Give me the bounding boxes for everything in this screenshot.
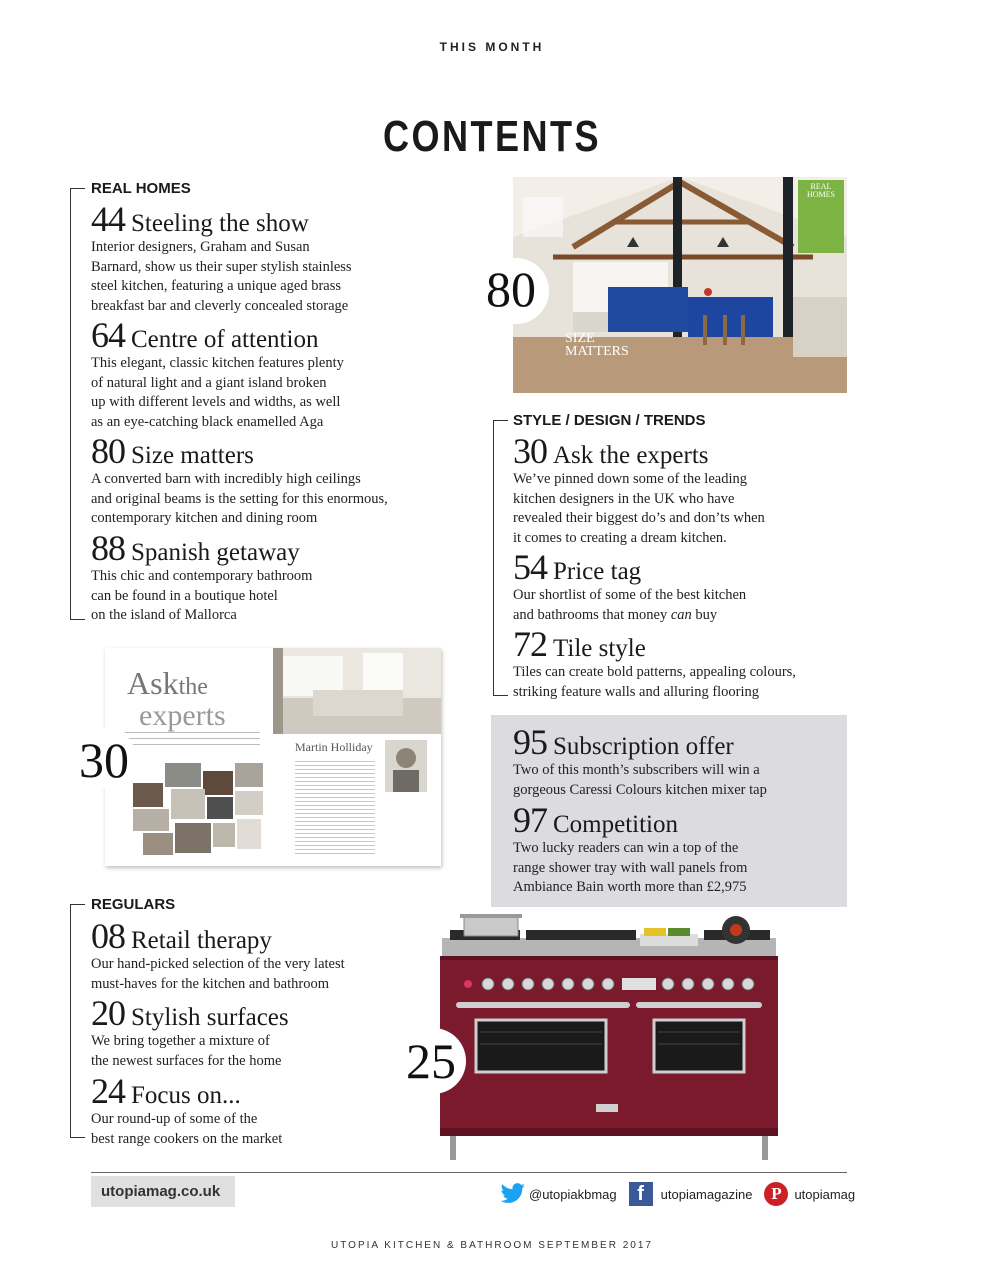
expert-portrait bbox=[385, 740, 427, 792]
entry-desc-line: kitchen designers in the UK who have bbox=[513, 490, 735, 507]
entry-title: Tile style bbox=[553, 635, 646, 662]
entry-desc-line: Two of this month’s subscribers will win a bbox=[513, 762, 760, 778]
entry-desc-line bbox=[513, 606, 843, 626]
entry-30-ask-the-experts[interactable] bbox=[513, 431, 843, 548]
overlay-title-line: MATTERS bbox=[565, 344, 629, 359]
section-heading-regulars: REGULARS bbox=[91, 896, 176, 913]
tag-line: REAL bbox=[810, 182, 832, 191]
facebook-icon[interactable]: f bbox=[629, 1182, 653, 1206]
ask-the-experts-spread-image[interactable] bbox=[105, 648, 441, 866]
facebook-handle[interactable]: utopiamagazine bbox=[660, 1186, 753, 1202]
section-bracket-style bbox=[493, 420, 508, 696]
entry-desc-line: Ambiance Bain worth more than £2,975 bbox=[513, 879, 747, 895]
entry-desc-line: This elegant, classic kitchen features plenty bbox=[91, 355, 344, 371]
entry-title: Subscription offer bbox=[553, 733, 734, 760]
website-link[interactable]: utopiamag.co.uk bbox=[91, 1176, 235, 1207]
entry-desc-line: revealed their biggest do’s and don’ts when bbox=[513, 510, 765, 526]
barn-kitchen-illustration bbox=[513, 177, 847, 393]
title-word: experts bbox=[139, 699, 226, 732]
real-homes-tag bbox=[798, 180, 844, 253]
entry-desc-line: Our round-up of some of the bbox=[91, 1111, 258, 1127]
entry-desc-line: up with different levels and widths, as well bbox=[91, 394, 341, 410]
entry-desc-line: We bring together a mixture of bbox=[91, 1033, 270, 1049]
spread-right-page bbox=[273, 648, 441, 866]
desc-text: buy bbox=[691, 606, 718, 623]
entry-20-stylish-surfaces[interactable] bbox=[91, 993, 411, 1071]
footer-divider bbox=[91, 1172, 847, 1173]
entry-97-competition[interactable] bbox=[513, 800, 843, 898]
entry-desc-line: as an eye-catching black enamelled Aga bbox=[91, 413, 324, 430]
entry-64-centre-of-attention[interactable] bbox=[91, 315, 491, 432]
entry-44-steeling-the-show[interactable] bbox=[91, 199, 491, 316]
featured-expert-name: Martin Holliday bbox=[295, 740, 373, 754]
entry-desc-line: Our shortlist of some of the best kitchen bbox=[513, 587, 747, 603]
size-matters-page-number: 80 bbox=[486, 261, 536, 317]
section-heading-real-homes: REAL HOMES bbox=[91, 180, 191, 197]
entry-72-tile-style[interactable] bbox=[513, 624, 843, 702]
tag-line: HOMES bbox=[806, 190, 835, 199]
entry-desc-line: the newest surfaces for the home bbox=[91, 1052, 282, 1069]
entry-title: Ask the experts bbox=[553, 442, 709, 469]
entry-page-number: 54 bbox=[513, 547, 547, 587]
entry-title: Competition bbox=[553, 811, 678, 838]
entry-page-number: 88 bbox=[91, 528, 125, 568]
desc-emphasis: can bbox=[670, 606, 692, 623]
section-heading-style: STYLE / DESIGN / TRENDS bbox=[513, 412, 706, 429]
entry-page-number: 97 bbox=[513, 800, 547, 840]
entry-title: Centre of attention bbox=[131, 326, 319, 353]
entry-title: Focus on... bbox=[131, 1082, 241, 1109]
entry-title: Spanish getaway bbox=[131, 539, 300, 566]
entry-desc-line: must-haves for the kitchen and bathroom bbox=[91, 975, 329, 992]
entry-desc-line: and original beams is the setting for this enormous, bbox=[91, 490, 388, 507]
ask-experts-page-number: 30 bbox=[79, 732, 129, 788]
entry-95-subscription-offer[interactable] bbox=[513, 722, 843, 800]
entry-desc-line: it comes to creating a dream kitchen. bbox=[513, 529, 727, 546]
entry-page-number: 30 bbox=[513, 431, 547, 471]
entry-page-number: 80 bbox=[91, 431, 125, 471]
experts-spread-title bbox=[127, 665, 226, 734]
entry-page-number: 44 bbox=[91, 199, 125, 239]
entry-title: Retail therapy bbox=[131, 927, 272, 954]
entry-desc-line: breakfast bar and cleverly concealed storage bbox=[91, 297, 349, 314]
entry-80-size-matters[interactable] bbox=[91, 431, 491, 529]
entry-title: Price tag bbox=[553, 558, 642, 585]
designer-photo-collage bbox=[133, 763, 265, 855]
entry-page-number: 20 bbox=[91, 993, 125, 1033]
title-word: Ask bbox=[127, 665, 179, 701]
size-matters-spread-image[interactable] bbox=[513, 177, 847, 393]
entry-desc-line: Two lucky readers can win a top of the bbox=[513, 840, 739, 856]
entry-desc-line: This chic and contemporary bathroom bbox=[91, 568, 313, 584]
twitter-icon[interactable] bbox=[499, 1181, 527, 1207]
entry-title: Steeling the show bbox=[131, 210, 309, 237]
size-matters-overlay-title bbox=[565, 332, 629, 358]
page-kicker: THIS MONTH bbox=[439, 40, 545, 54]
entry-desc-line: on the island of Mallorca bbox=[91, 607, 237, 623]
entry-desc-line: contemporary kitchen and dining room bbox=[91, 510, 318, 526]
entry-desc-line: We’ve pinned down some of the leading bbox=[513, 471, 747, 487]
entry-desc-line: of natural light and a giant island broken bbox=[91, 374, 327, 391]
entry-page-number: 95 bbox=[513, 722, 547, 762]
section-bracket-regulars bbox=[70, 904, 85, 1138]
entry-24-focus-on[interactable] bbox=[91, 1071, 411, 1149]
entry-desc-line: can be found in a boutique hotel bbox=[91, 587, 278, 604]
white-kitchen-photo bbox=[273, 648, 441, 734]
issue-footer: UTOPIA KITCHEN & BATHROOM SEPTEMBER 2017 bbox=[331, 1240, 653, 1251]
entry-title: Size matters bbox=[131, 442, 254, 469]
entry-desc-line: Our hand-picked selection of the very latest bbox=[91, 956, 345, 972]
overlay-title-line: SIZE bbox=[565, 331, 595, 346]
social-links bbox=[499, 1180, 855, 1208]
entry-desc-line: range shower tray with wall panels from bbox=[513, 859, 748, 876]
entry-page-number: 72 bbox=[513, 624, 547, 664]
entry-desc-line: striking feature walls and alluring flooring bbox=[513, 683, 760, 700]
pinterest-icon[interactable]: P bbox=[764, 1182, 788, 1206]
entry-page-number: 64 bbox=[91, 315, 125, 355]
title-word: the bbox=[178, 674, 208, 700]
entry-54-price-tag[interactable] bbox=[513, 547, 843, 625]
entry-desc-line: A converted barn with incredibly high ceilings bbox=[91, 471, 361, 487]
entry-desc-line: gorgeous Caressi Colours kitchen mixer tap bbox=[513, 781, 767, 798]
cooker-page-number: 25 bbox=[406, 1033, 456, 1089]
twitter-handle[interactable]: @utopiakbmag bbox=[529, 1186, 617, 1202]
entry-desc-line: best range cookers on the market bbox=[91, 1130, 283, 1147]
entry-88-spanish-getaway[interactable] bbox=[91, 528, 491, 626]
entry-desc-line: steel kitchen, featuring a unique aged brass bbox=[91, 278, 342, 294]
pinterest-handle[interactable]: utopiamag bbox=[794, 1186, 856, 1202]
entry-page-number: 24 bbox=[91, 1071, 125, 1111]
entry-08-retail-therapy[interactable] bbox=[91, 916, 411, 994]
section-bracket-real-homes bbox=[70, 188, 85, 620]
desc-text: and bathrooms that money bbox=[513, 606, 671, 623]
page-title: CONTENTS bbox=[382, 112, 602, 161]
entry-title: Stylish surfaces bbox=[131, 1004, 289, 1031]
entry-page-number: 08 bbox=[91, 916, 125, 956]
entry-desc-line: Interior designers, Graham and Susan bbox=[91, 239, 310, 255]
entry-desc-line: Barnard, show us their super stylish stainless bbox=[91, 258, 352, 275]
range-cooker-image[interactable] bbox=[436, 908, 781, 1166]
entry-desc-line: Tiles can create bold patterns, appealing colours, bbox=[513, 664, 796, 680]
article-body-text bbox=[295, 758, 375, 854]
